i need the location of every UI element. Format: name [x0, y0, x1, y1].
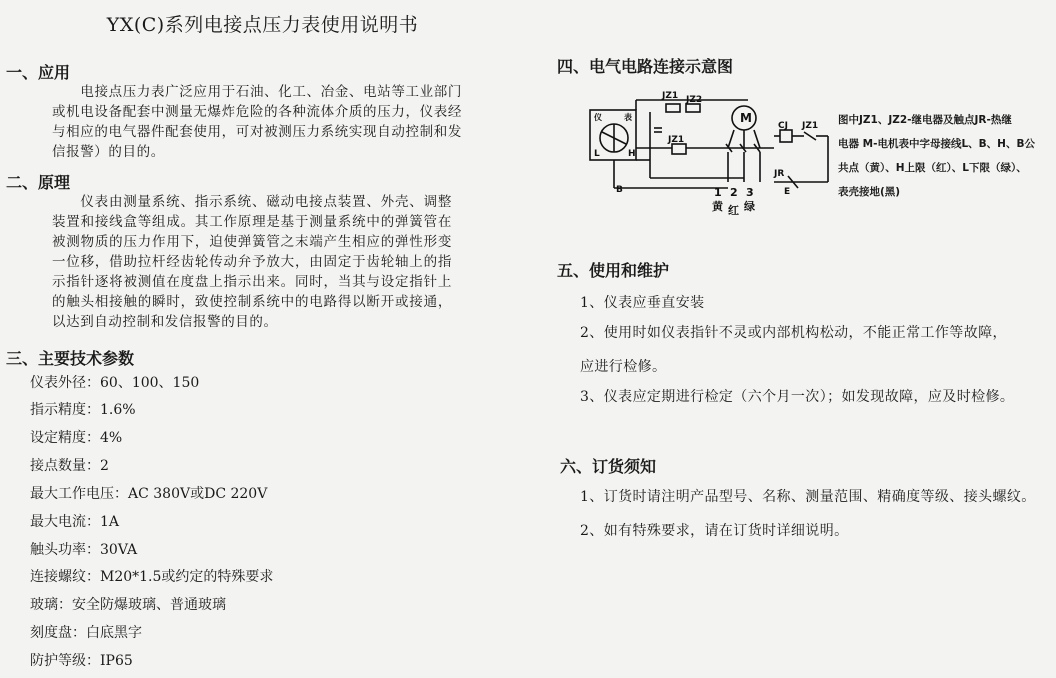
- label-jz1: JZ1: [662, 91, 679, 101]
- section-6-heading: 六、订货须知: [560, 457, 657, 476]
- maintenance-item: 3、仪表应定期进行检定（六个月一次）；如发现故障，应及时检修。: [580, 389, 1015, 405]
- label-motor: M: [740, 111, 752, 125]
- terminal-3-number: 3: [746, 186, 754, 199]
- maintenance-item: 2、使用时如仪表指针不灵或内部机构松动，不能正常工作等故障，: [580, 325, 1007, 341]
- spec-item: 最大电流：1A: [30, 514, 120, 530]
- left-column: [0, 0, 525, 678]
- legend-line: 表壳接地(黑): [838, 186, 901, 198]
- legend-line: 共点（黄）、H上限（红）、L下限（绿）、: [838, 162, 1027, 174]
- maintenance-item: 应进行检修。: [580, 359, 667, 375]
- label-jz2: JZ2: [686, 95, 703, 105]
- spec-item: 接点数量：2: [30, 458, 109, 474]
- diagram-legend: [838, 108, 1050, 204]
- section-5-heading: 五、使用和维护: [557, 261, 670, 280]
- ordering-item: 2、如有特殊要求，请在订货时详细说明。: [580, 523, 849, 539]
- legend-line: 电器 M-电机表中字母接线L、B、H、B公: [838, 138, 1035, 150]
- terminal-1-number: 1: [714, 186, 722, 199]
- section-3-heading: 三、主要技术参数: [6, 349, 135, 368]
- document-title: YX(C)系列电接点压力表使用说明书: [106, 14, 419, 36]
- section-4-heading: 四、电气电路连接示意图: [557, 57, 734, 76]
- maintenance-item: 1、仪表应垂直安装: [580, 295, 705, 311]
- circuit-diagram: [588, 88, 833, 216]
- spec-item: 触头功率：30VA: [30, 542, 138, 558]
- label-cj: CJ: [778, 121, 788, 131]
- label-jr: JR: [774, 169, 785, 179]
- ordering-item: 1、订货时请注明产品型号、名称、测量范围、精确度等级、接头螺纹。: [580, 489, 1036, 505]
- spec-item: 刻度盘：白底黑字: [30, 625, 142, 641]
- terminal-1-color: 黄: [712, 200, 723, 213]
- terminal-3-color: 绿: [744, 200, 755, 213]
- label-l: L: [594, 149, 600, 159]
- spec-item: 设定精度：4%: [30, 430, 123, 446]
- spec-item: 指示精度：1.6%: [30, 402, 136, 418]
- spec-item: 防护等级：IP65: [30, 653, 133, 669]
- label-dial-right: 表: [624, 113, 632, 122]
- label-dial-left: 仪: [594, 113, 602, 122]
- section-1-heading: 一、应用: [6, 63, 71, 82]
- section-1-body: 电接点压力表广泛应用于石油、化工、冶金、电站等工业部门或机电设备配套中测量无爆炸危险的各种流体介质的压力，仪表经与相应的电气器件配套使用，可对被测压力系统实现自动控制和发信报警）的目的。: [52, 84, 462, 160]
- terminal-2-color: 红: [728, 204, 739, 216]
- label-e: E: [784, 187, 791, 197]
- spec-item: 仪表外径：60、100、150: [30, 375, 200, 391]
- label-h: H: [628, 149, 636, 159]
- section-2-body: 仪表由测量系统、指示系统、磁动电接点装置、外壳、调整装置和接线盒等组成。其工作原理是基于测量系统中的弹簧管在被测物质的压力作用下，迫使弹簧管之末端产生相应的弹性形变一位移，借助拉杆经齿轮传动弁予放大，由固定于齿轮轴上的指示指针逐将被测值在度盘上指示出来。同时，当其与设定指针上的触头相接触的瞬时，致使控制系统中的电路得以断开或接通，以达到自动控制和发信报警的目的。: [52, 194, 452, 330]
- spec-item: 玻璃：安全防爆玻璃、普通玻璃: [30, 597, 226, 613]
- spec-item: 连接螺纹：M20*1.5或约定的特殊要求: [30, 569, 274, 585]
- label-jz1-mid: JZ1: [668, 135, 685, 145]
- section-2-heading: 二、原理: [6, 173, 71, 192]
- label-b: B: [616, 185, 623, 195]
- spec-item: 最大工作电压：AC 380V或DC 220V: [30, 486, 268, 502]
- label-jz1-right: JZ1: [802, 121, 819, 131]
- terminal-2-number: 2: [730, 186, 738, 199]
- legend-line: 图中JZ1、JZ2-继电器及触点JR-热继: [838, 114, 1012, 126]
